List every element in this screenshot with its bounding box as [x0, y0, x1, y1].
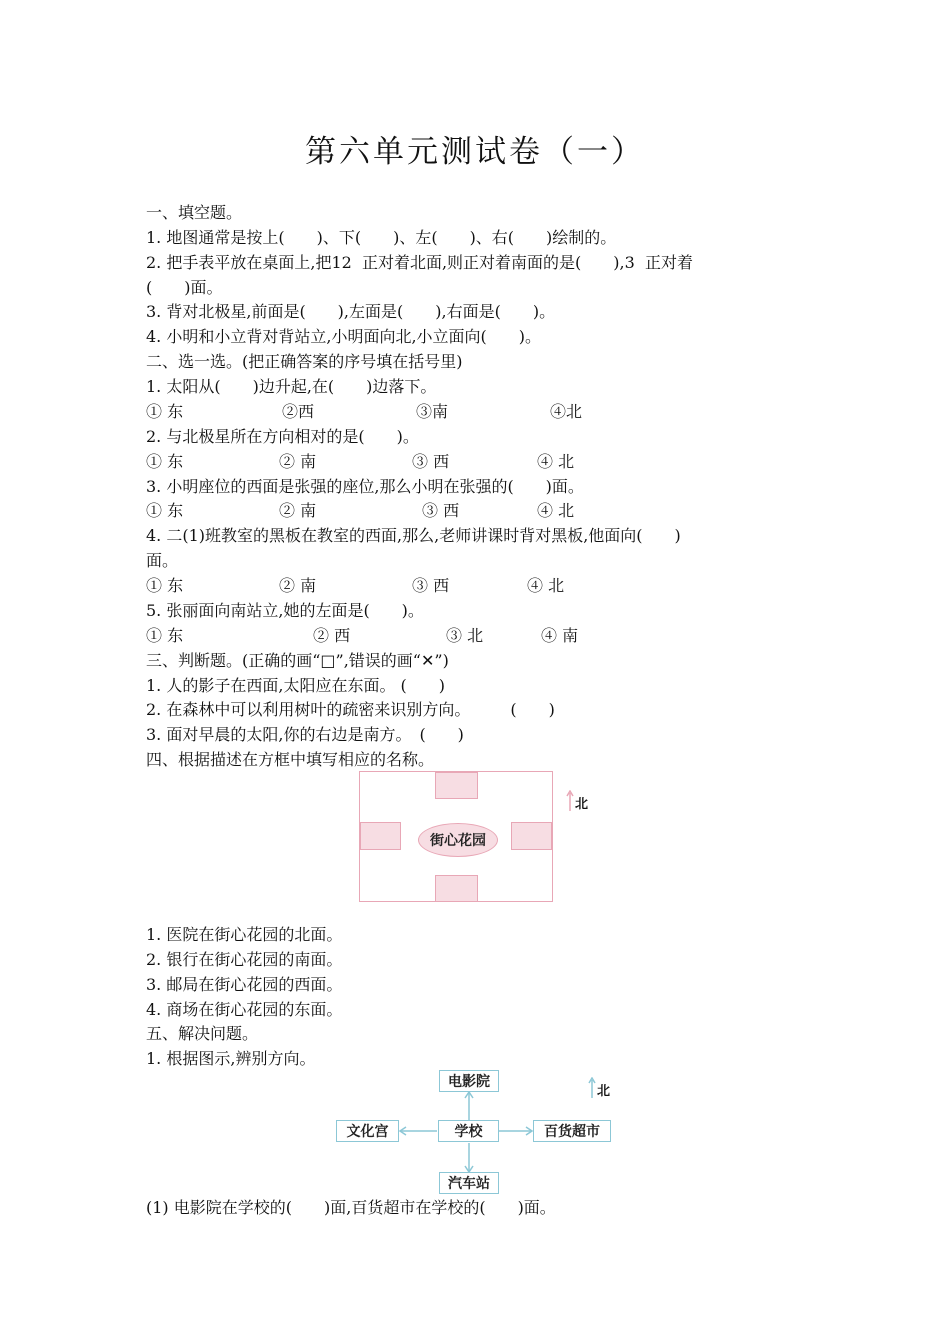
- s1-question-2-line1: 2. 把手表平放在桌面上,把12 正对着北面,则正对着南面的是( ),3 正对着: [146, 253, 693, 272]
- s2-q5-option: ② 西: [313, 626, 351, 645]
- north-label: 北: [597, 1084, 611, 1099]
- garden-center-label: 街心花园: [418, 823, 498, 857]
- s4-item-2: 2. 银行在街心花园的南面。: [146, 950, 343, 969]
- s2-q5-option: ③ 北: [446, 626, 484, 645]
- south-fill-box[interactable]: [435, 875, 478, 902]
- s2-question-5: 5. 张丽面向南站立,她的左面是( )。: [146, 601, 424, 620]
- north-arrow-icon: [587, 1077, 597, 1099]
- school-box: 学校: [438, 1120, 499, 1142]
- s2-q1-option: ③南: [416, 402, 449, 421]
- supermarket-box: 百货超市: [533, 1120, 611, 1142]
- page-title: 第六单元测试卷（一）: [305, 134, 645, 170]
- s3-question-1: 1. 人的影子在西面,太阳应在东面。 ( ): [146, 676, 446, 695]
- s2-q4-option: ④ 北: [527, 576, 565, 595]
- s4-item-3: 3. 邮局在街心花园的西面。: [146, 975, 343, 994]
- s2-q1-option: ① 东: [146, 402, 184, 421]
- s2-q4-option: ③ 西: [412, 576, 450, 595]
- s2-question-2: 2. 与北极星所在方向相对的是( )。: [146, 427, 419, 446]
- s2-q4-option: ② 南: [279, 576, 317, 595]
- section3-heading: 三、判断题。(正确的画“□”,错误的画“✕”): [146, 651, 449, 670]
- culture-palace-box: 文化宫: [336, 1120, 399, 1142]
- s3-question-2: 2. 在森林中可以利用树叶的疏密来识别方向。 ( ): [146, 700, 555, 719]
- north-arrow-icon: [565, 790, 575, 812]
- s2-question-4-line2: 面。: [146, 551, 179, 570]
- bus-station-box: 汽车站: [439, 1172, 499, 1194]
- north-label: 北: [575, 797, 589, 812]
- s2-q2-option: ④ 北: [537, 452, 575, 471]
- section1-heading: 一、填空题。: [146, 203, 243, 222]
- s1-question-3: 3. 背对北极星,前面是( ),左面是( ),右面是( )。: [146, 302, 556, 321]
- s2-q2-option: ② 南: [279, 452, 317, 471]
- cinema-box: 电影院: [439, 1070, 499, 1092]
- s2-q1-option: ④北: [550, 402, 583, 421]
- s2-q4-option: ① 东: [146, 576, 184, 595]
- s1-question-1: 1. 地图通常是按上( )、下( )、左( )、右( )绘制的。: [146, 228, 617, 247]
- s2-question-1: 1. 太阳从( )边升起,在( )边落下。: [146, 377, 437, 396]
- s3-question-3: 3. 面对早晨的太阳,你的右边是南方。 ( ): [146, 725, 464, 744]
- west-fill-box[interactable]: [360, 822, 401, 850]
- s2-q3-option: ② 南: [279, 501, 317, 520]
- s2-q5-option: ① 东: [146, 626, 184, 645]
- section5-heading: 五、解决问题。: [146, 1024, 259, 1043]
- s1-question-2-line2: ( )面。: [146, 278, 223, 297]
- s2-question-4-line1: 4. 二(1)班教室的黑板在教室的西面,那么,老师讲课时背对黑板,他面向( ): [146, 526, 681, 545]
- east-fill-box[interactable]: [511, 822, 552, 850]
- s2-q3-option: ① 东: [146, 501, 184, 520]
- s2-q2-option: ① 东: [146, 452, 184, 471]
- s2-q3-option: ③ 西: [422, 501, 460, 520]
- s2-q3-option: ④ 北: [537, 501, 575, 520]
- section2-heading: 二、选一选。(把正确答案的序号填在括号里): [146, 352, 463, 371]
- north-fill-box[interactable]: [435, 772, 478, 799]
- s2-q5-option: ④ 南: [541, 626, 579, 645]
- s2-q1-option: ②西: [282, 402, 315, 421]
- s4-item-4: 4. 商场在街心花园的东面。: [146, 1000, 343, 1019]
- s2-q2-option: ③ 西: [412, 452, 450, 471]
- s1-question-4: 4. 小明和小立背对背站立,小明面向北,小立面向( )。: [146, 327, 542, 346]
- s5-question-1: 1. 根据图示,辨别方向。: [146, 1049, 316, 1068]
- s4-item-1: 1. 医院在街心花园的北面。: [146, 925, 343, 944]
- s5-question-1-1: (1) 电影院在学校的( )面,百货超市在学校的( )面。: [146, 1198, 556, 1217]
- section4-heading: 四、根据描述在方框中填写相应的名称。: [146, 750, 435, 769]
- s2-question-3: 3. 小明座位的西面是张强的座位,那么小明在张强的( )面。: [146, 477, 584, 496]
